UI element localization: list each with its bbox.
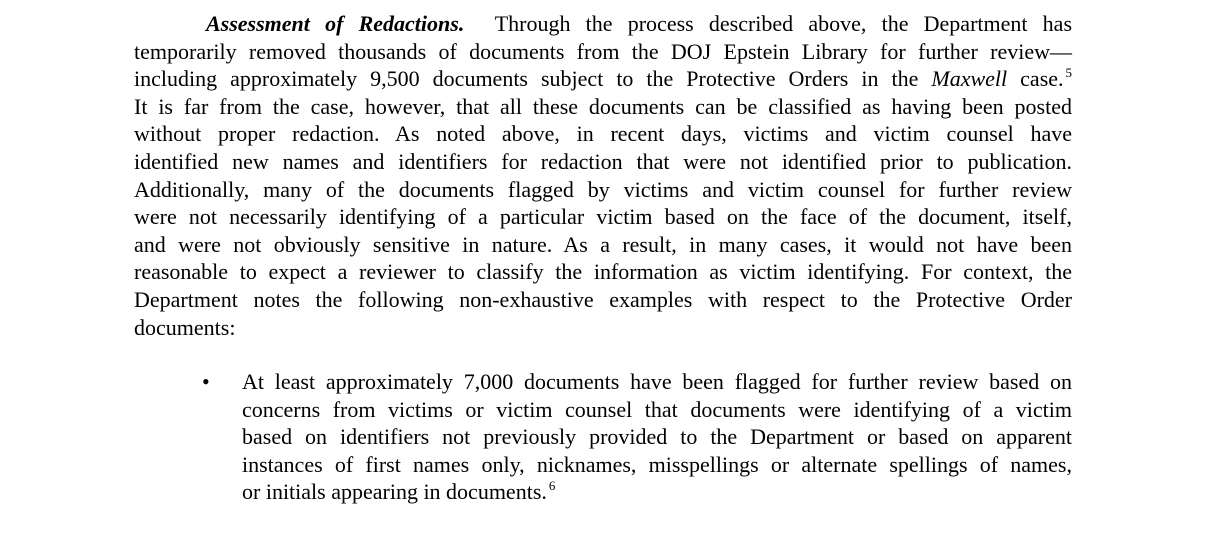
paragraph-line-12: documents:	[134, 314, 236, 340]
bullet-line-1: At least approximately 7,000 documents have been flagged for further review based on	[242, 369, 1072, 394]
paragraph-line-9: and were not obviously sensitive in nature. As a result, in many cases, it would not have been	[134, 231, 1072, 257]
case-name: Maxwell	[931, 66, 1008, 92]
bullet-line-3: based on identifiers not previously provided to the Department or based on apparent	[242, 424, 1072, 450]
bullet-line-4: instances of first names only, nicknames, misspellings or alternate spellings of names,	[242, 451, 1072, 477]
paragraph-line-6: identified new names and identifiers for redaction that were not identified prior to publication.	[134, 148, 1072, 174]
bullet-text	[242, 368, 1072, 506]
paragraph-line-8: were not necessarily identifying of a particular victim based on the face of the document, itself,	[134, 204, 1072, 230]
footnote-ref-6[interactable]: 6	[548, 478, 556, 494]
paragraph-line-3: including approximately 9,500 documents subject to the Protective Orders in the Maxwell case. $^5$	[134, 65, 1073, 92]
bullet-marker: •	[202, 369, 210, 394]
paragraph-line-10: reasonable to expect a reviewer to classify the information as victim identifying. For context, the	[134, 259, 1072, 285]
paragraph-line-1: Assessment of Redactions. Through the process described above, the Department has	[206, 11, 1073, 36]
bullet-item	[202, 368, 1072, 506]
paragraph-line-5: without proper redaction. As noted above, in recent days, victims and victim counsel have	[134, 121, 1072, 147]
bullet-line-2: concerns from victims or victim counsel that documents were identifying of a victim	[242, 396, 1072, 422]
paragraph-line-11: Department notes the following non-exhaustive examples with respect to the Protective Order	[134, 286, 1072, 312]
paragraph-line-4: It is far from the case, however, that all these documents can be classified as having been posted	[134, 93, 1072, 119]
bullet-line-5: or initials appearing in documents. $^6$	[242, 478, 556, 505]
footnote-ref-5[interactable]: 5	[1065, 65, 1073, 81]
section-heading: Assessment of Redactions.	[206, 11, 465, 36]
body-paragraph	[134, 10, 1072, 341]
paragraph-line-2: temporarily removed thousands of documents from the DOJ Epstein Library for further review—	[134, 38, 1072, 64]
paragraph-line-7: Additionally, many of the documents flagged by victims and victim counsel for further review	[134, 176, 1072, 202]
document-page	[134, 10, 1073, 505]
